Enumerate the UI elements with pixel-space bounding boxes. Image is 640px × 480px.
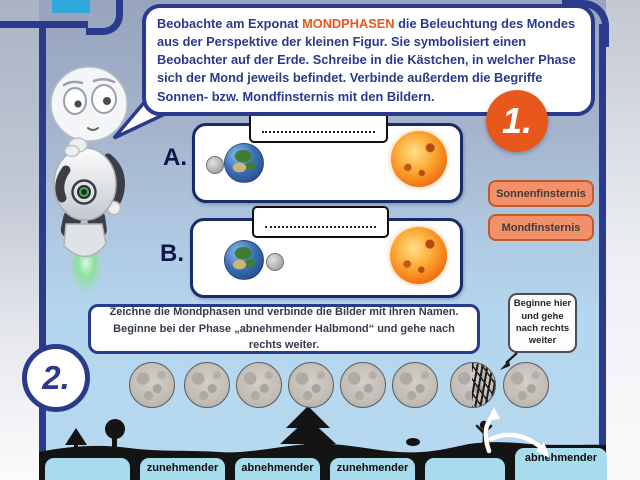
moon-phase-5[interactable] (340, 362, 386, 408)
robot-boot (64, 224, 106, 257)
row-b-sun-image (390, 227, 447, 284)
mondfinsternis-term[interactable]: Mondfinsternis (488, 214, 594, 241)
start-here-text: Beginne hier und gehe nach rechts weiter (513, 298, 572, 347)
instruction-body: die Beleuchtung des Mondes aus der Perspektive der kleinen Figur. Sie symbolisiert einen Beobachter auf der Erde. Schreibe in die Kästchen, in welcher Phase sich der Mond jeweils befindet. Verbinde außerdem die Begriffe Sonnen- bzw. Mondfinsternis mit den Bildern. (157, 16, 576, 104)
row-b-label: B. (160, 240, 184, 267)
row-a-earth-image (224, 143, 264, 183)
step-2-badge (22, 344, 90, 412)
logo-square (52, 0, 90, 13)
section-2-instruction-box (88, 304, 480, 354)
start-here-note (508, 293, 577, 353)
row-b-answer-field[interactable] (252, 206, 389, 238)
start-here-arrow-icon (496, 350, 524, 376)
section-2-instruction: Zeichne die Mondphasen und verbinde die Bilder mit ihren Namen. Beginne bei der Phase „abnehmender Halbmond“ und gehe nach rechts weiter. (109, 306, 459, 352)
header-rule-corner (86, 0, 123, 35)
step-1-number: 1. (501, 100, 533, 141)
row-a-label: A. (163, 144, 187, 171)
row-a-writing-line (262, 131, 375, 133)
moon-phase-7-shaded[interactable] (450, 362, 496, 408)
step-1-badge (486, 90, 548, 152)
phase-label-6[interactable]: abnehmender (515, 448, 607, 480)
instruction-intro: Beobachte am Exponat (157, 16, 303, 31)
phase-label-2[interactable]: zunehmender (140, 458, 225, 480)
moon-phase-2[interactable] (184, 362, 230, 408)
robot-eye-right (103, 97, 111, 105)
exhibit-name: MONDPHASEN (302, 16, 395, 31)
sonnenfinsternis-term[interactable]: Sonnenfinsternis (488, 180, 594, 207)
moon-phase-6[interactable] (392, 362, 438, 408)
row-b-writing-line (265, 226, 377, 228)
moon-phase-4[interactable] (288, 362, 334, 408)
phase-label-1[interactable] (45, 458, 130, 480)
guide-arrows-icon (460, 405, 570, 475)
row-a-sun-image (391, 131, 447, 187)
robot-eye-left (74, 100, 81, 107)
phase-label-4[interactable]: zunehmender (330, 458, 415, 480)
row-a-moon-image (206, 156, 224, 174)
step-2-number: 2. (42, 359, 70, 396)
moon-phase-1[interactable] (129, 362, 175, 408)
robot-mascot (28, 52, 140, 302)
moon-shading-hatch (472, 362, 496, 408)
page-margin-right (606, 0, 640, 480)
moon-phase-3[interactable] (236, 362, 282, 408)
header-rule (0, 21, 88, 28)
row-b-moon-image (266, 253, 284, 271)
row-b-earth-image (224, 240, 264, 280)
phase-label-3[interactable]: abnehmender (235, 458, 320, 480)
round-tree-icon (105, 419, 125, 448)
bush-icon (406, 438, 420, 446)
